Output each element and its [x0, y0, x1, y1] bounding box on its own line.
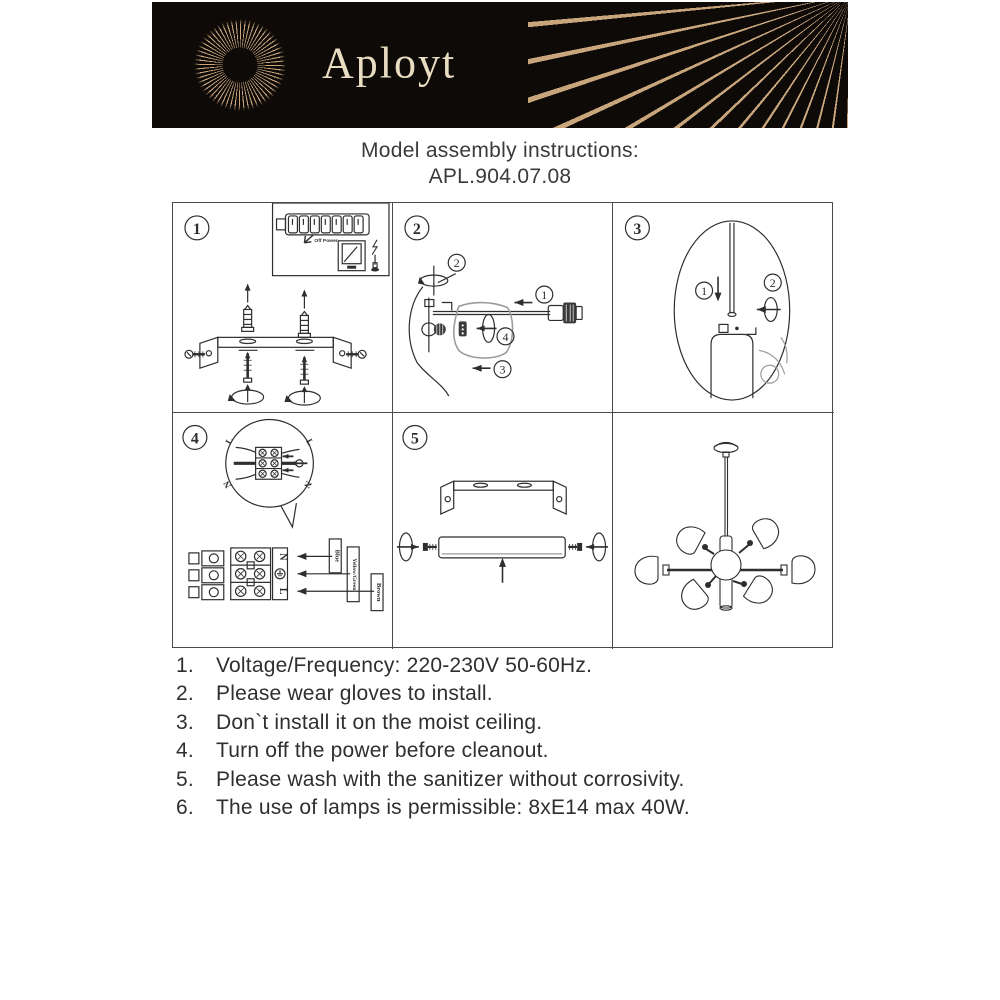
corner-rays-decoration — [528, 2, 848, 128]
list-item — [176, 709, 856, 737]
sunburst-logo-icon — [194, 19, 286, 111]
hanging-stem — [725, 457, 728, 537]
step-number-badge — [405, 216, 429, 240]
panel-step-3 — [613, 203, 834, 413]
list-item-text: Don`t install it on the moist ceiling. — [216, 710, 543, 734]
wall-anchor-left — [242, 284, 254, 332]
connector-block-left — [189, 551, 224, 600]
rotate-step2-symbol — [757, 274, 781, 321]
arrow-up — [499, 558, 506, 583]
canopy-bar — [439, 537, 565, 558]
rotate-step4-symbol — [477, 314, 514, 344]
brand-name: Aployt — [322, 38, 457, 88]
insulated-screwdriver-icon — [371, 240, 379, 272]
safety-instructions-list — [176, 652, 856, 822]
list-item-number: 4. — [176, 739, 194, 763]
svg-text:L: L — [277, 587, 289, 595]
svg-text:Brown: Brown — [375, 582, 383, 602]
list-item-text: Please wear gloves to install. — [216, 682, 493, 706]
wire-color-callouts — [297, 539, 383, 611]
list-item-number: 2. — [176, 682, 194, 706]
svg-text:1: 1 — [192, 220, 201, 238]
step-number-badge — [183, 425, 207, 449]
panel-step-2 — [393, 203, 613, 413]
list-item — [176, 737, 856, 765]
circuit-breakers-icon — [288, 216, 363, 233]
screw-rotation-right — [568, 533, 608, 561]
brand-banner — [152, 2, 848, 128]
list-item-text: Please wash with the sanitizer without corrosivity. — [216, 767, 685, 791]
step4-diagram — [173, 413, 392, 649]
screw-right — [284, 357, 320, 405]
threaded-holder — [422, 300, 452, 336]
list-item-number: 6. — [176, 796, 194, 820]
svg-text:1: 1 — [541, 288, 548, 303]
svg-text:2: 2 — [453, 256, 460, 271]
wall-switch-icon — [338, 241, 365, 271]
list-item-number: 5. — [176, 767, 194, 791]
list-item — [176, 766, 856, 794]
terminal-strip-labels — [273, 548, 288, 600]
screw-rotation-left — [397, 533, 437, 561]
panel-step-1 — [173, 203, 393, 413]
arrow-step1 — [514, 286, 552, 306]
svg-text:N: N — [221, 479, 234, 491]
arrow-step3 — [473, 361, 511, 378]
list-item-number: 3. — [176, 710, 194, 734]
zoom-ellipse — [674, 221, 789, 400]
svg-text:2: 2 — [769, 276, 776, 291]
list-item-text: Turn off the power before cleanout. — [216, 739, 549, 763]
side-bolt-left — [185, 350, 205, 358]
svg-text:2: 2 — [412, 220, 421, 238]
svg-text:4: 4 — [190, 430, 199, 448]
side-bolt-right — [346, 350, 366, 358]
hand-pointer-icon — [304, 235, 313, 243]
list-item — [176, 794, 856, 822]
step1-diagram — [173, 203, 392, 412]
svg-text:4: 4 — [502, 329, 509, 344]
svg-text:N: N — [302, 479, 314, 491]
background-shade-hint — [759, 337, 787, 383]
panel-step-5 — [393, 413, 613, 649]
svg-text:N: N — [277, 553, 289, 561]
power-off-inset — [273, 203, 389, 276]
step3-diagram — [613, 203, 834, 412]
list-item-number: 1. — [176, 654, 194, 677]
socket-in-shade — [459, 321, 467, 336]
step-number-badge — [625, 216, 649, 240]
page-title: Model assembly instructions: — [360, 139, 639, 162]
wall-anchor-right — [298, 290, 310, 338]
svg-text:Yellow/Green: Yellow/Green — [351, 558, 358, 591]
model-number: APL.904.07.08 — [428, 165, 572, 188]
chandelier-drawing — [613, 413, 834, 649]
svg-text:Blue: Blue — [333, 549, 341, 563]
mounting-bracket-drawing — [200, 337, 351, 368]
step-number-badge — [185, 216, 209, 240]
list-item-text: The use of lamps is permissible: 8xE14 max 40W. — [216, 796, 690, 820]
list-item — [176, 680, 856, 708]
mounting-bracket-drawing — [441, 481, 566, 514]
svg-text:L: L — [223, 435, 235, 446]
svg-text:3: 3 — [499, 362, 506, 377]
down-rod — [728, 223, 736, 317]
step2-diagram — [393, 203, 612, 412]
arrow-step1 — [696, 277, 722, 302]
step5-diagram — [393, 413, 612, 649]
svg-text:5: 5 — [410, 430, 419, 448]
terminal-block-in-bubble — [256, 447, 282, 479]
svg-text:L: L — [304, 436, 316, 447]
svg-text:3: 3 — [633, 220, 642, 238]
list-item — [176, 652, 856, 680]
screw-left — [228, 353, 264, 404]
ceiling-canopy — [714, 443, 738, 458]
list-item-text: Voltage/Frequency: 220-230V 50-60Hz. — [216, 654, 593, 677]
terminal-block-main — [231, 548, 271, 600]
svg-text:1: 1 — [701, 284, 708, 299]
rotate-step2-symbol — [418, 254, 465, 295]
panel-step-4 — [173, 413, 393, 649]
step-number-badge — [403, 425, 427, 449]
ground-symbol-icon — [275, 569, 285, 579]
wiring-zoom-bubble — [226, 420, 314, 528]
socket-body — [711, 324, 756, 398]
assembly-steps-grid — [172, 202, 833, 648]
panel-finished-fixture — [613, 413, 834, 649]
center-sphere — [711, 550, 741, 580]
svg-text:Off Power: Off Power — [314, 238, 338, 244]
title-block — [0, 138, 1000, 190]
